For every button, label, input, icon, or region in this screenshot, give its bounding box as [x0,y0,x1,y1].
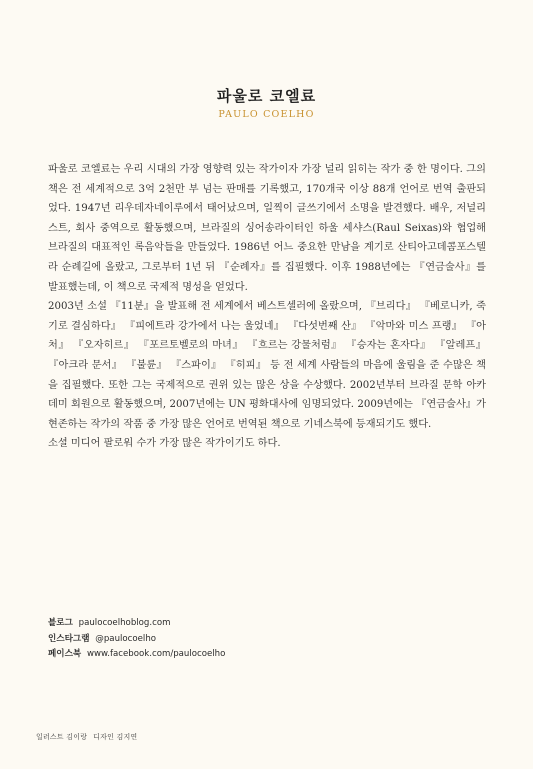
bio-paragraph: 2003년 소설 『11분』을 발표해 전 세계에서 베스트셀러에 올랐으며, 『브리다』 『베로니카, 죽기로 결심하다』 『피에트라 강가에서 나는 울었네』 『다섯번째 산』 『악마와 미스 프랭』 『아처』 『오자히르』 『포르토벨로의 마녀』 『흐르는 강물처럼』 『승자는 혼자다』 『알레프』 『아크라 문서』 『불륜』 『스파이』 『히피』 등 전 세계 사람들의 마음에 울림을 준 수많은 책을 집필했다. 또한 그는 국제적으로 권위 있는 많은 상을 수상했다. 2002년부터 브라질 문학 아카데미 회원으로 활동했으며, 2007년에는 UN 평화대사에 임명되었다. 2009년에는 『연금술사』가 현존하는 작가의 작품 중 가장 많은 언어로 번역된 책으로 기네스북에 등재되기도 했다. [48,301,486,430]
author-name-korean: 파울로 코엘료 [216,87,317,105]
instagram-link-row [48,632,225,648]
illustrator-credit: 일러스트 김이랑 [36,733,88,741]
facebook-link-row [48,647,225,663]
author-links [48,616,225,663]
blog-url: paulocoelhoblog.com [78,618,171,628]
author-biography [48,160,486,454]
blog-link-row [48,616,225,632]
bio-paragraph: 소셜 미디어 팔로워 수가 가장 많은 작가이기도 하다. [48,438,281,450]
facebook-url: www.facebook.com/paulocoelho [86,649,226,659]
bio-paragraph: 파울로 코엘료는 우리 시대의 가장 영향력 있는 작가이자 가장 널리 읽히는 작가 중 한 명이다. 그의 책은 전 세계적으로 3억 2천만 부 넘는 판매를 기록했고, 170개국 이상 88개 언어로 번역 출판되었다. 1947년 리우데자네이루에서 태어났으며, 일찍이 글쓰기에서 소명을 발견했다. 배우, 저널리스트, 회사 중역으로 활동했으며, 브라질의 싱어송라이터인 하울 세샤스(Raul Seixas)와 협업해 브라질의 대표적인 록음악들을 만들었다. 1986년 어느 중요한 만남을 계기로 산티아고데콤포스텔라 순례길에 올랐고, 그로부터 1년 뒤 『순례자』를 집필했다. 이후 1988년에는 『연금술사』를 발표했는데, 이 책으로 국제적 명성을 얻었다. [48,164,486,293]
book-credits [36,732,137,742]
author-name-english: PAULO COELHO [218,109,315,120]
facebook-label: 페이스북 [48,649,82,659]
blog-label: 블로그 [48,618,73,628]
designer-credit: 디자인 김지연 [93,733,138,741]
instagram-label: 인스타그램 [48,633,90,644]
author-header [0,86,533,122]
instagram-handle: @paulocoelho [95,633,157,644]
